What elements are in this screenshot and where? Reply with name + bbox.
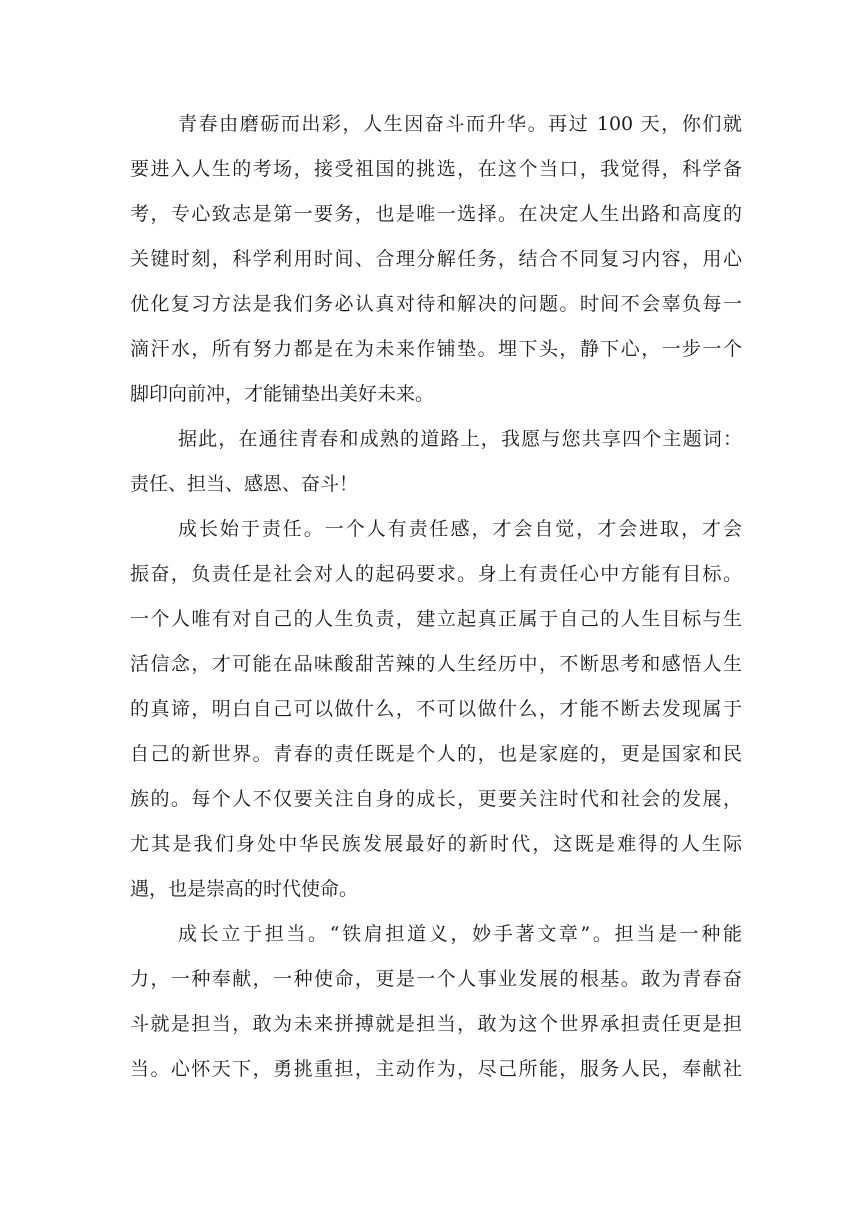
text-line: 成长始于责任。一个人有责任感，才会自觉，才会进取，才会: [178, 518, 742, 540]
text-line: 要进入人生的考场，接受祖国的挑选，在这个当口，我觉得，科学备: [130, 158, 742, 180]
document-body: [130, 106, 742, 1096]
text-line: 脚印向前冲，才能铺垫出美好未来。: [130, 383, 435, 405]
paragraph: [130, 421, 742, 502]
text-line: 考，专心致志是第一要务，也是唯一选择。在决定人生出路和高度的: [130, 203, 742, 225]
text-line: 活信念，才可能在品味酸甜苦辣的人生经历中，不断思考和感悟人生: [130, 653, 742, 675]
text-line: 的真谛，明白自己可以做什么，不可以做什么，才能不断去发现属于: [130, 698, 742, 720]
text-line: 优化复习方法是我们务必认真对待和解决的问题。时间不会辜负每一: [130, 293, 742, 315]
text-line: 据此，在通往青春和成熟的道路上，我愿与您共享四个主题词：: [178, 428, 742, 450]
paragraph: [130, 106, 742, 412]
text-line: 滴汗水，所有努力都是在为未来作铺垫。埋下头，静下心，一步一个: [130, 338, 742, 360]
text-line: 自己的新世界。青春的责任既是个人的，也是家庭的，更是国家和民: [130, 743, 742, 765]
paragraph: [130, 511, 742, 907]
text-line: 一个人唯有对自己的人生负责，建立起真正属于自己的人生目标与生: [130, 608, 742, 630]
text-line: 成长立于担当。“铁肩担道义，妙手著文章”。担当是一种能: [178, 923, 742, 945]
text-line: 当。心怀天下，勇挑重担，主动作为，尽己所能，服务人民，奉献社: [130, 1058, 742, 1080]
text-line: 责任、担当、感恩、奋斗！: [130, 473, 359, 495]
text-line: 振奋，负责任是社会对人的起码要求。身上有责任心中方能有目标。: [130, 563, 742, 585]
text-line: 关键时刻，科学利用时间、合理分解任务，结合不同复习内容，用心: [130, 248, 742, 270]
text-line: 遇，也是崇高的时代使命。: [130, 878, 359, 900]
text-line: 族的。每个人不仅要关注自身的成长，更要关注时代和社会的发展，: [130, 788, 742, 810]
text-line: 青春由磨砺而出彩，人生因奋斗而升华。再过 100 天，你们就: [178, 113, 742, 135]
text-line: 尤其是我们身处中华民族发展最好的新时代，这既是难得的人生际: [130, 833, 742, 855]
text-line: 斗就是担当，敢为未来拼搏就是担当，敢为这个世界承担责任更是担: [130, 1013, 742, 1035]
text-line: 力，一种奉献，一种使命，更是一个人事业发展的根基。敢为青春奋: [130, 968, 742, 990]
paragraph: [130, 916, 742, 1087]
